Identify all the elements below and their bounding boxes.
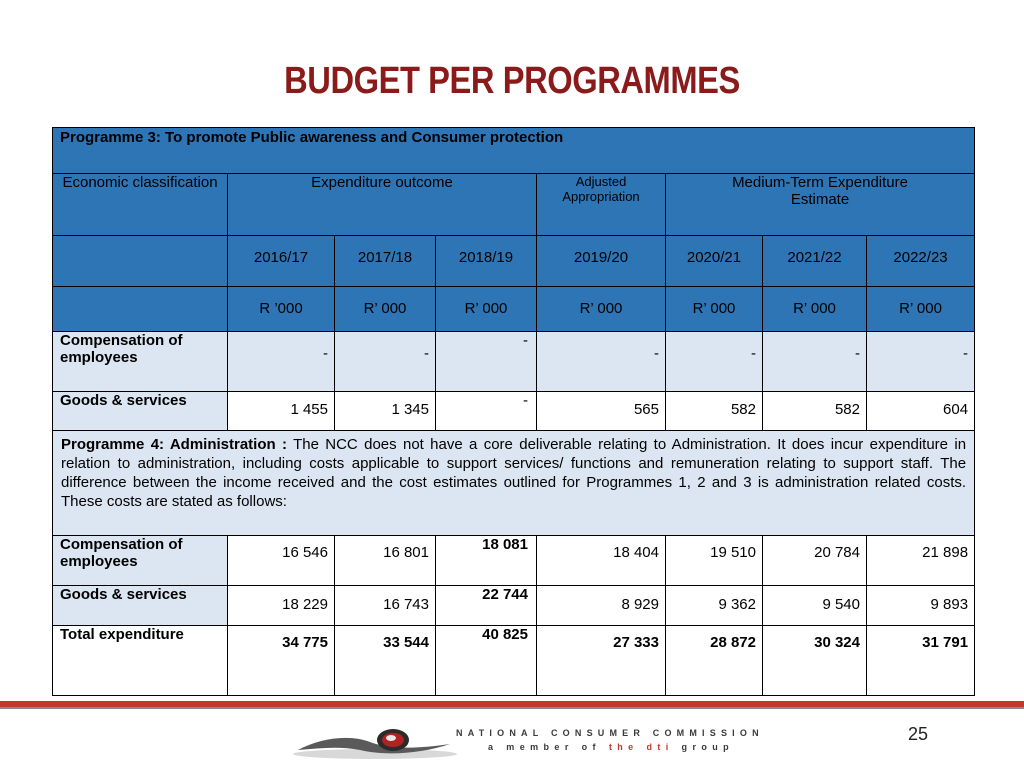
page-number: 25 (908, 724, 929, 744)
table-cell: 9 893 (930, 596, 969, 613)
table-cell: 19 510 (710, 544, 756, 561)
economic-classification-header (53, 174, 228, 236)
unit-header: R’ 000 (436, 287, 537, 332)
programme3-heading: Programme 3: To promote Public awareness and Consumer protection (60, 129, 564, 146)
table-cell: 604 (943, 401, 969, 418)
table-cell: 34 775 (282, 634, 328, 651)
year-header: 2016/17 (228, 236, 335, 287)
table-cell: 582 (834, 401, 860, 418)
economic-classification-label: Economic classification (62, 174, 218, 191)
row-label: Compensation of employees (60, 536, 183, 570)
table-cell: 33 544 (383, 634, 429, 651)
tagline-suffix: group (681, 742, 735, 752)
footer-grey-rule (0, 707, 1024, 709)
year-header: 2019/20 (537, 236, 666, 287)
table-row (53, 626, 975, 696)
table-cell: - (963, 345, 969, 362)
years-row-blank (53, 236, 228, 287)
table-cell: 8 929 (621, 596, 659, 613)
unit-header: R’ 000 (867, 287, 975, 332)
table-cell: 1 455 (290, 401, 328, 418)
row-label: Compensation of employees (60, 332, 183, 366)
row-label-cell (53, 626, 228, 696)
programme4-heading: Programme 4: Administration : (61, 436, 287, 453)
programme4-description (53, 431, 974, 515)
row-label: Total expenditure (60, 626, 184, 643)
expenditure-outcome-label: Expenditure outcome (311, 174, 453, 191)
row-label-cell (53, 586, 228, 626)
tagline-prefix: a member of (488, 742, 601, 752)
table-cell: 28 872 (710, 634, 756, 651)
units-row (53, 287, 975, 332)
table-cell: 27 333 (613, 634, 659, 651)
table-cell: 30 324 (814, 634, 860, 651)
table-cell: 565 (633, 401, 659, 418)
programme4-description-cell (53, 431, 975, 536)
unit-header: R’ 000 (537, 287, 666, 332)
table-cell: - (424, 345, 429, 362)
year-header: 2017/18 (335, 236, 436, 287)
tagline-the: the (608, 742, 639, 752)
table-cell: 582 (730, 401, 756, 418)
unit-header: R’ 000 (763, 287, 867, 332)
table-cell: 20 784 (814, 544, 860, 561)
row-label-cell (53, 332, 228, 392)
budget-table (52, 127, 975, 696)
row-label-cell (53, 536, 228, 586)
year-header: 2020/21 (666, 236, 763, 287)
table-row (53, 536, 975, 586)
table-cell: 9 362 (718, 596, 756, 613)
programme3-heading-cell (53, 128, 975, 174)
mtef-header (666, 174, 975, 236)
table-cell: - (323, 345, 328, 362)
table-row (53, 392, 975, 431)
table-cell: 16 546 (282, 544, 328, 561)
adjusted-appropriation-label: Adjusted Appropriation (562, 174, 640, 204)
table-cell: 18 404 (613, 544, 659, 561)
page-title: BUDGET PER PROGRAMMES (284, 60, 740, 102)
table-cell: 18 081 (482, 536, 528, 553)
expenditure-outcome-header (228, 174, 537, 236)
table-cell: 16 801 (383, 544, 429, 561)
tagline-dti: dti (646, 742, 674, 752)
unit-header: R’ 000 (335, 287, 436, 332)
mtef-label: Medium-Term Expenditure Estimate (732, 174, 908, 208)
row-label: Goods & services (60, 392, 187, 409)
year-header: 2022/23 (867, 236, 975, 287)
programme4-text: The NCC does not have a core deliverable relating to Administration. It does incur expenditure in relation to administration, including costs applicable to support services/ functions and remuneration relating to support staff. The difference between the income received and the cost estimates outlined for Programmes 1, 2 and 3 is administration related costs. These costs are stated as follows: (61, 436, 967, 510)
table-cell: - (523, 392, 528, 409)
years-row (53, 236, 975, 287)
ncc-logo-icon (290, 720, 460, 765)
table-cell: - (654, 345, 659, 362)
table-cell: - (523, 332, 528, 349)
table-row (53, 586, 975, 626)
organisation-tagline (488, 742, 734, 752)
unit-header: R ’000 (228, 287, 335, 332)
table-cell: 18 229 (282, 596, 328, 613)
table-cell: 9 540 (822, 596, 860, 613)
table-cell: 40 825 (482, 626, 528, 643)
table-cell: 1 345 (391, 401, 429, 418)
units-row-blank (53, 287, 228, 332)
table-cell: 22 744 (482, 586, 528, 603)
table-cell: 21 898 (922, 544, 969, 561)
table-cell: - (751, 345, 756, 362)
organisation-name: NATIONAL CONSUMER COMMISSION (456, 728, 764, 738)
row-label-cell (53, 392, 228, 431)
row-label: Goods & services (60, 586, 187, 603)
table-row (53, 332, 975, 392)
unit-header: R’ 000 (666, 287, 763, 332)
table-cell: 16 743 (383, 596, 429, 613)
year-header: 2021/22 (763, 236, 867, 287)
adjusted-appropriation-header (537, 174, 666, 236)
year-header: 2018/19 (436, 236, 537, 287)
table-cell: - (855, 345, 860, 362)
table-cell: 31 791 (922, 634, 969, 651)
